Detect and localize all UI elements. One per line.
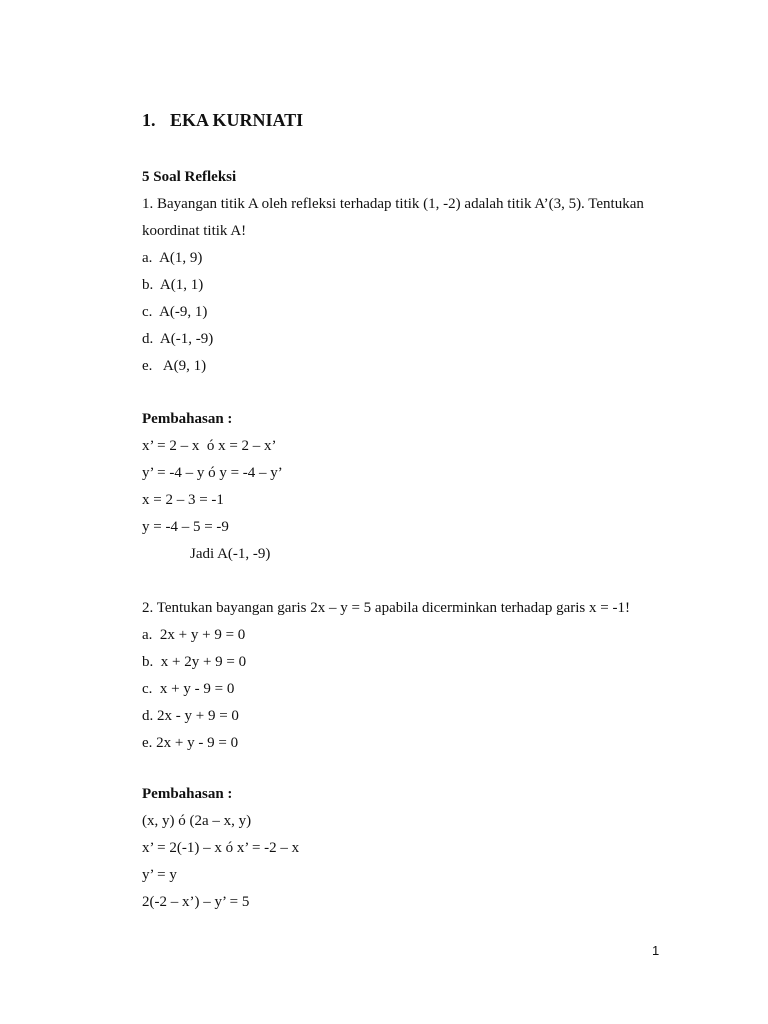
discussion-1-conclusion: Jadi A(-1, -9): [190, 546, 271, 562]
question-1-text-line-1: 1. Bayangan titik A oleh refleksi terhadap titik (1, -2) adalah titik A’(3, 5). Tentukan: [142, 196, 644, 212]
question-1-option-b: b. A(1, 1): [142, 277, 204, 293]
question-1-option-c: c. A(-9, 1): [142, 304, 208, 320]
heading-title: EKA KURNIATI: [170, 110, 304, 130]
discussion-1-line-2: y’ = -4 – y ó y = -4 – y’: [142, 465, 283, 481]
discussion-1-title: Pembahasan :: [142, 411, 233, 427]
discussion-2-line-1: (x, y) ó (2a – x, y): [142, 813, 252, 829]
discussion-2-line-4: 2(-2 – x’) – y’ = 5: [142, 894, 250, 910]
question-1-text-line-2: koordinat titik A!: [142, 223, 247, 239]
discussion-1-line-1: x’ = 2 – x ó x = 2 – x’: [142, 438, 277, 454]
question-2-text: 2. Tentukan bayangan garis 2x – y = 5 apabila dicerminkan terhadap garis x = -1!: [142, 600, 630, 616]
document-heading: [142, 110, 303, 131]
question-1-option-d: d. A(-1, -9): [142, 331, 214, 347]
discussion-2-line-3: y’ = y: [142, 867, 177, 883]
page-number: 1: [652, 943, 660, 958]
question-2-option-d: d. 2x - y + 9 = 0: [142, 708, 239, 724]
question-2-option-a: a. 2x + y + 9 = 0: [142, 627, 246, 643]
section-title: 5 Soal Refleksi: [142, 169, 237, 185]
discussion-1-line-3: x = 2 – 3 = -1: [142, 492, 224, 508]
question-2-option-c: c. x + y - 9 = 0: [142, 681, 235, 697]
question-1-option-a: a. A(1, 9): [142, 250, 203, 266]
question-1-option-e: e. A(9, 1): [142, 358, 207, 374]
discussion-2-title: Pembahasan :: [142, 786, 233, 802]
discussion-2-line-2: x’ = 2(-1) – x ó x’ = -2 – x: [142, 840, 300, 856]
discussion-1-line-4: y = -4 – 5 = -9: [142, 519, 229, 535]
heading-number: 1.: [142, 110, 156, 130]
question-2-option-e: e. 2x + y - 9 = 0: [142, 735, 239, 751]
question-2-option-b: b. x + 2y + 9 = 0: [142, 654, 247, 670]
